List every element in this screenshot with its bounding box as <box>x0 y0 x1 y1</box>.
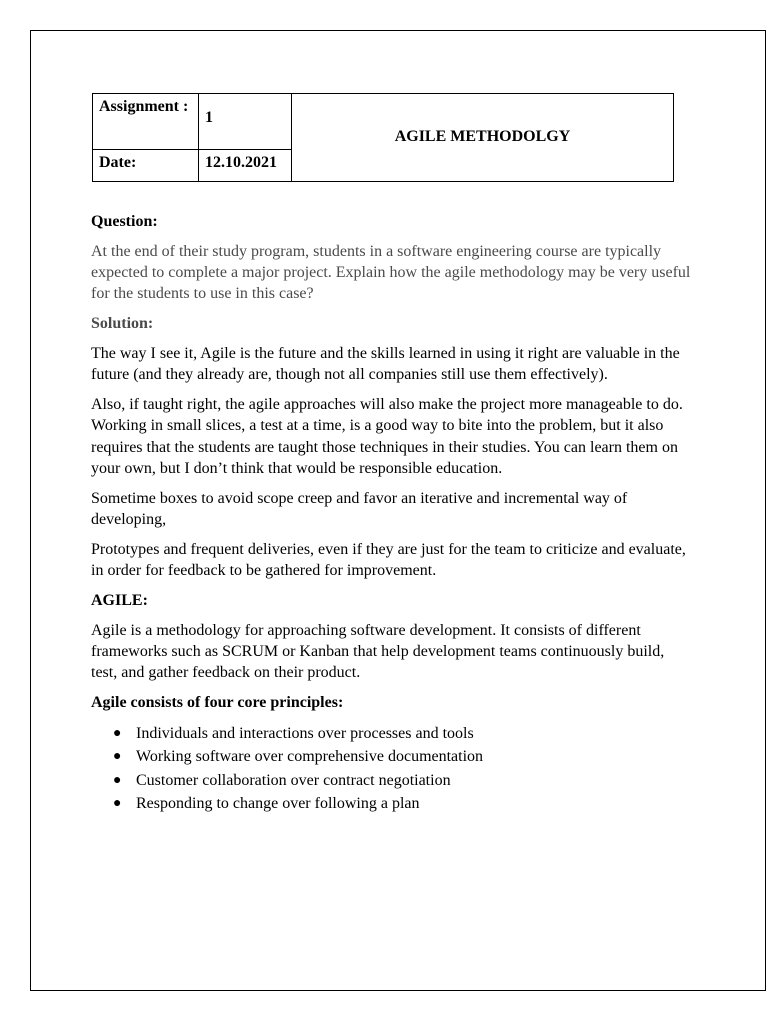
question-heading: Question: <box>91 213 158 230</box>
bullet-icon: ● <box>113 749 122 765</box>
document-body <box>91 211 691 816</box>
date-label: Date: <box>93 150 199 182</box>
list-item <box>91 722 691 746</box>
agile-description: Agile is a methodology for approaching software development. It consists of different frameworks such as SCRUM or Kanban that help development teams continuously build, test, and gather feedback on their product. <box>91 621 665 682</box>
solution-paragraph: Also, if taught right, the agile approaches will also make the project more manageable to do. Working in small slices, a test at a time, is a good way to bite into the problem, but it also requires that the students are taught those techniques in their studies. You can learn them on your own, but I don’t think that would be responsible education. <box>91 396 683 477</box>
document-title: AGILE METHODOLGY <box>292 94 674 182</box>
agile-heading: AGILE: <box>91 591 148 609</box>
bullet-icon: ● <box>113 725 122 741</box>
assignment-label: Assignment : <box>93 94 199 150</box>
solution-paragraph: Prototypes and frequent deliveries, even if they are just for the team to criticize and evaluate, in order for feedback to be gathered for improvement. <box>91 540 686 580</box>
bullet-icon: ● <box>113 796 122 812</box>
principles-list <box>91 722 691 816</box>
question-text: At the end of their study program, students in a software engineering course are typically expected to complete a major project. Explain how the agile methodology may be very useful for the students to use in this case? <box>91 242 691 303</box>
principle-text: Working software over comprehensive documentation <box>136 748 484 766</box>
bullet-icon: ● <box>113 772 122 788</box>
list-item <box>91 792 691 816</box>
solution-paragraph: Sometime boxes to avoid scope creep and favor an iterative and incremental way of developing, <box>91 489 628 529</box>
principle-text: Customer collaboration over contract negotiation <box>136 771 451 789</box>
list-item <box>91 745 691 769</box>
principle-text: Individuals and interactions over processes and tools <box>136 724 474 742</box>
date-value: 12.10.2021 <box>199 150 292 182</box>
table-row <box>93 94 674 150</box>
principles-heading: Agile consists of four core principles: <box>91 694 344 712</box>
assignment-header-table <box>92 93 674 182</box>
solution-heading: Solution: <box>91 315 154 333</box>
list-item <box>91 769 691 793</box>
solution-paragraph: The way I see it, Agile is the future and the skills learned in using it right are valuable in the future (and they already are, though not all companies still use them effectively). <box>91 344 680 384</box>
assignment-value: 1 <box>199 94 292 150</box>
principle-text: Responding to change over following a plan <box>136 795 420 813</box>
